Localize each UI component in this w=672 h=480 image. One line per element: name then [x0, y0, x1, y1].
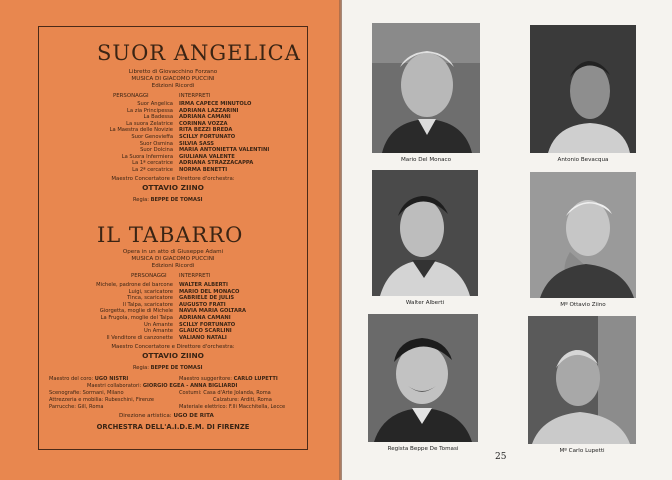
photo-caption: Mº Ottavio Ziino: [560, 302, 606, 308]
header-personaggi: PERSONAGGI: [113, 93, 149, 99]
credit-label: Maestro del coro:: [49, 376, 94, 382]
credit-attrezzeria: Attrezzeria e mobilia: Rubeschini, Firenze: [49, 397, 155, 403]
cast-row: [39, 322, 307, 329]
portrait-photo: [368, 314, 478, 442]
performer: ADRIANA CAMANI: [179, 114, 231, 121]
director-name: BEPPE DE TOMASI: [150, 365, 203, 371]
credit-suggeritore: [179, 376, 278, 383]
performer: GABRIELE DE JULIS: [179, 295, 235, 302]
cast-row: [39, 127, 307, 134]
director-label: Regia:: [133, 365, 149, 371]
header-interpreti: INTERPRETI: [179, 273, 211, 279]
performer: ADRIANA CAMANI: [179, 314, 231, 321]
photo-caption: Antonio Bevacqua: [557, 157, 609, 163]
cast-row: [39, 308, 307, 315]
cast-row: [39, 282, 307, 289]
conductor-label: Maestro Concertatore e Direttore d'orchestra:: [111, 176, 235, 182]
performer: SILVIA SASS: [179, 140, 215, 147]
role: La zia Principessa: [127, 107, 173, 114]
portrait-photo: [530, 25, 636, 153]
page-number: 25: [495, 452, 507, 462]
cast-row: [39, 147, 307, 154]
libretto-credit: Opera in un atto di Giuseppe Adami: [122, 249, 224, 255]
performer: RITA BEZZI BREDA: [179, 127, 233, 134]
publisher-credit: Edizioni Ricordi: [151, 83, 195, 89]
opera-title-il-tabarro: IL TABARRO: [97, 223, 244, 247]
publisher-credit: Edizioni Ricordi: [151, 263, 195, 269]
performer: MARIA ANTONIETTA VALENTINI: [179, 147, 270, 154]
cast-row: [39, 154, 307, 161]
director-credit: [133, 365, 203, 372]
portrait-photo: [372, 170, 478, 296]
cast-row: [39, 108, 307, 115]
credit-label: Maestri collaboratori:: [87, 383, 142, 389]
cast-row: [39, 335, 307, 342]
cast-row: [39, 302, 307, 309]
music-credit: MUSICA DI GIACOMO PUCCINI: [131, 76, 215, 82]
credit-value: UGO NISTRI: [94, 376, 129, 382]
performer: WALTER ALBERTI: [179, 282, 228, 288]
orchestra-credit: ORCHESTRA DELL'A.I.D.E.M. DI FIRENZE: [96, 423, 250, 431]
cast-list-il-tabarro: [39, 282, 307, 341]
role: Il Talpa, scaricatore: [122, 301, 173, 308]
performer: AUGUSTO FRATI: [179, 301, 226, 308]
role: La 2ª cercatrice: [132, 166, 173, 173]
cast-row: [39, 328, 307, 335]
role: Suor Osmina: [139, 140, 173, 147]
role: Un Amante: [143, 328, 173, 335]
photo-caption: Regista Beppe De Tomasi: [387, 446, 459, 452]
credit-parrucche: Parrucche: Gill, Roma: [49, 404, 104, 410]
role: Tinca, scaricatore: [127, 295, 173, 302]
performer: SCILLY FORTUNATO: [179, 133, 236, 140]
role: Michele, padrone del barcone: [96, 282, 173, 288]
role: La Badessa: [143, 114, 173, 121]
opera-title-suor-angelica: SUOR ANGELICA: [97, 41, 301, 65]
role: La Maestra delle Novizie: [109, 127, 173, 134]
credit-direzione: [119, 413, 214, 420]
cast-row: [39, 167, 307, 174]
role: Suor Genovieffa: [131, 133, 173, 140]
cast-list-suor-angelica: [39, 101, 307, 174]
director-name: BEPPE DE TOMASI: [150, 197, 203, 203]
role: Il Venditore di canzonette: [106, 334, 173, 341]
photo-caption: Mario Del Monaco: [400, 157, 452, 163]
role: Suor Dolcina: [140, 147, 173, 154]
cast-row: [39, 295, 307, 302]
role: La Suora Infermiera: [121, 153, 173, 160]
credit-materiale: Materiale elettrico: F.lli Macchitella, Lecce: [179, 404, 286, 410]
director-label: Regia:: [133, 197, 149, 203]
cast-row: [39, 101, 307, 108]
credit-value: UGO DE RITA: [173, 413, 214, 419]
director-credit: [133, 197, 203, 204]
credit-value: GIORGIO EGEA - ANNA BIGLIARDI: [142, 383, 238, 389]
program-frame: [38, 26, 308, 450]
performer: CORINNA VOZZA: [179, 120, 228, 127]
cast-row: [39, 141, 307, 148]
header-personaggi: PERSONAGGI: [131, 273, 167, 279]
role: Luigi, scaricatore: [128, 288, 173, 295]
performer: VALIANO NATALI: [179, 334, 227, 341]
portrait-photo: [528, 316, 636, 444]
portrait-photo: [372, 23, 480, 153]
header-interpreti: INTERPRETI: [179, 93, 211, 99]
performer: MARIO DEL MONACO: [179, 288, 240, 295]
performer: IRMA CAPECE MINUTOLO: [179, 101, 252, 107]
credit-scenografie: Scenografie: Sormani, Milano: [49, 390, 124, 396]
role: Suor Angelica: [137, 101, 173, 107]
performer: ADRIANA STRAZZACAPPA: [179, 160, 254, 167]
credit-costumi: Costumi: Casa d'Arte Jolanda, Roma: [179, 390, 271, 396]
cast-row: [39, 289, 307, 296]
role: Un Amante: [143, 321, 173, 328]
photo-caption: Walter Alberti: [405, 300, 445, 306]
credit-value: CARLO LUPETTI: [233, 376, 278, 382]
conductor-name: OTTAVIO ZIINO: [142, 183, 204, 192]
credit-coro: [49, 376, 128, 383]
credit-calzature: Calzature: Arditi, Roma: [213, 397, 272, 403]
credit-label: Direzione artistica:: [119, 413, 172, 419]
cast-row: [39, 160, 307, 167]
performer: GIULIANA VALENTE: [179, 153, 235, 160]
cast-row: [39, 315, 307, 322]
performer: NORMA BENETTI: [179, 166, 228, 173]
credit-label: Maestro suggeritore:: [179, 376, 232, 382]
credit-collaboratori: [87, 383, 237, 390]
performer: ADRIANA LAZZARINI: [179, 107, 239, 114]
cast-row: [39, 114, 307, 121]
performer: GLAUCO SCARLINI: [179, 328, 232, 335]
performer: NAVIA MARIA GOLTARA: [179, 308, 246, 315]
conductor-name: OTTAVIO ZIINO: [142, 351, 204, 360]
cast-row: [39, 121, 307, 128]
libretto-credit: Libretto di Giovacchino Forzano: [128, 69, 218, 75]
photo-caption: Mº Carlo Lupetti: [559, 448, 605, 454]
music-credit: MUSICA DI GIACOMO PUCCINI: [131, 256, 215, 262]
performer: SCILLY FORTUNATO: [179, 321, 236, 328]
portrait-photo: [530, 172, 636, 298]
role: La suora Zelatrice: [126, 120, 173, 127]
cast-row: [39, 134, 307, 141]
conductor-label: Maestro Concertatore e Direttore d'orchestra:: [111, 344, 235, 350]
role: Giorgetta, moglie di Michele: [99, 308, 173, 315]
role: La Frugola, moglie del Talpa: [100, 314, 173, 321]
role: La 1ª cercatrice: [132, 160, 173, 167]
